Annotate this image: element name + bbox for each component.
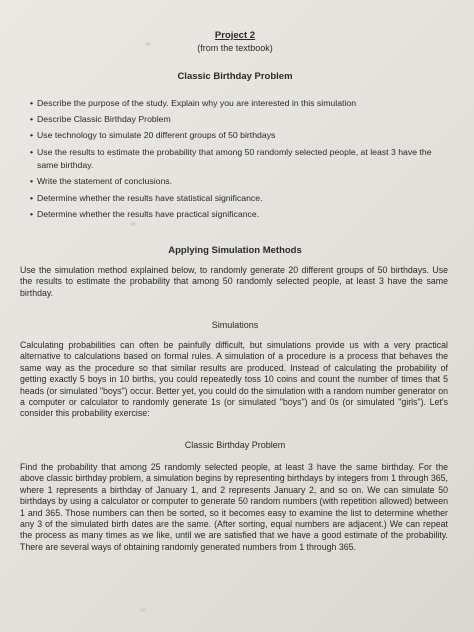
- task-item: • Use the results to estimate the probability that among 50 randomly selected people, at least 3 have the same birthday.: [30, 146, 435, 173]
- applying-heading: Applying Simulation Methods: [168, 245, 302, 256]
- task-item: • Use technology to simulate 20 different groups of 50 birthdays: [30, 129, 435, 143]
- task-item: • Describe the purpose of the study. Explain why you are interested in this simulation: [30, 97, 435, 111]
- task-item: • Determine whether the results have statistical significance.: [30, 192, 435, 206]
- classic-heading: Classic Birthday Problem: [184, 440, 286, 450]
- task-item: • Write the statement of conclusions.: [30, 175, 435, 189]
- task-item: • Describe Classic Birthday Problem: [30, 113, 435, 127]
- task-item: • Determine whether the results have practical significance.: [30, 208, 435, 222]
- classic-paragraph: Find the probability that among 25 randomly selected people, at least 3 have the same birthday. For the above classic birthday problem, a simulation begins by representing birthdays by integers from 1 through 365, where 1 represents a birthday of January 1, and 2 represents January 2, and so on. We can simulate 50 birthdays by using a calculator or computer to generate 50 random numbers (with repetition allowed) between 1 and 365. Those numbers can then be sorted, so it becomes easy to examine the list to determine whether any 3 of the simulated birth dates are the same. (After sorting, equal numbers are adjacent.) We can repeat the process as many times as we like, until we are satisfied that we have a good estimate of the probability. There are several ways of obtaining randomly generated numbers from 1 through 365.: [20, 462, 448, 552]
- paper-speck: [140, 608, 146, 612]
- problem-heading: Classic Birthday Problem: [177, 71, 293, 82]
- task-list: [30, 97, 435, 224]
- project-subtitle: (from the textbook): [197, 43, 273, 53]
- simulations-paragraph: Calculating probabilities can often be painfully difficult, but simulations provide us with a very practical alternative to calculations based on formal rules. A simulation of a procedure is a process that behaves the same way as the procedure so that similar results are produced. Instead of calculating the probability of getting exactly 5 boys in 10 births, you could repeatedly toss 10 coins and count the number of times that 5 heads (or simulated "boys") occur. Better yet, you could do the simulation with a random number generator on a computer or calculator to randomly generate 1s (or simulated "boys") and 0s (or simulated "girls"). Let's consider this probability exercise:: [20, 340, 448, 419]
- simulations-heading: Simulations: [211, 320, 259, 330]
- project-title: Project 2: [214, 30, 256, 41]
- applying-paragraph: Use the simulation method explained below, to randomly generate 20 different groups of 50 birthdays. Use the results to estimate the probability that among 50 randomly selected people, at least 3 have the same birthday.: [20, 265, 448, 298]
